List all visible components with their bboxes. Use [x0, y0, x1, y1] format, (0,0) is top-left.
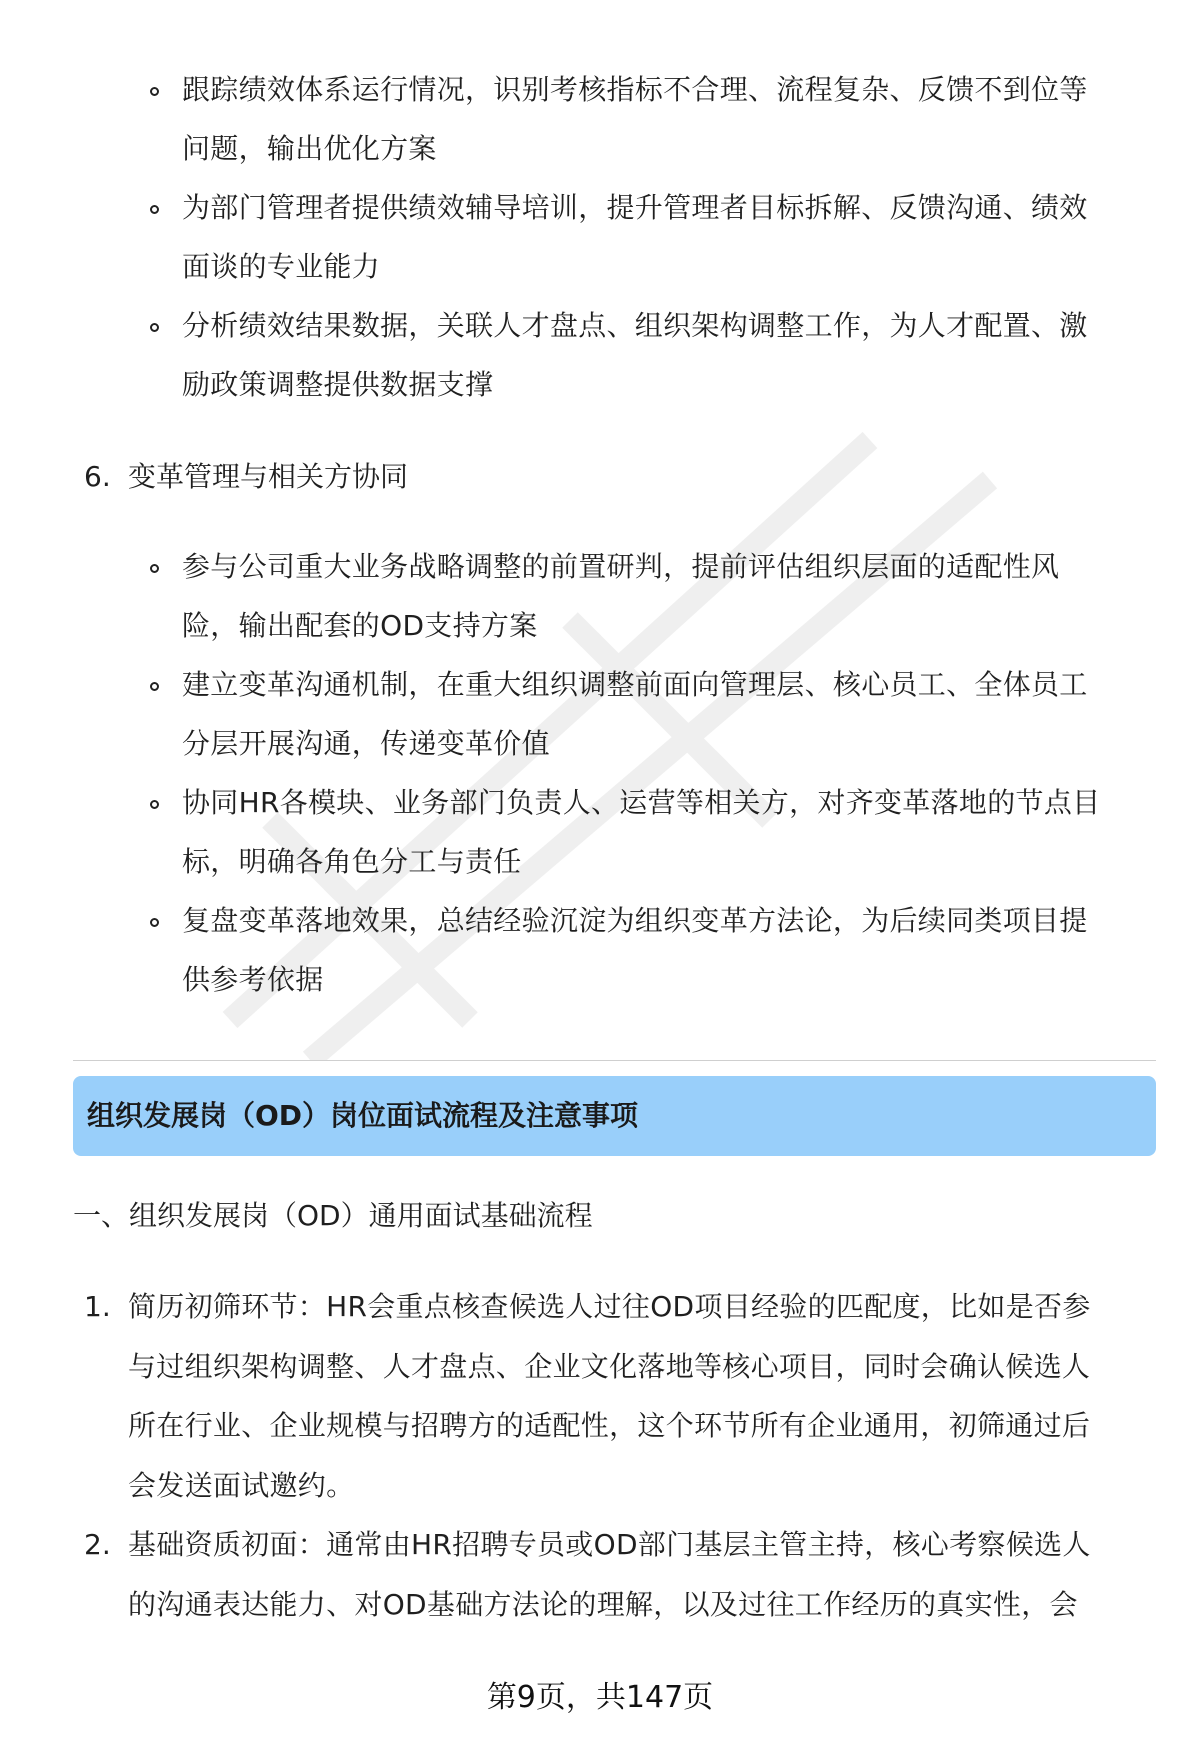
bullet-text: 复盘变革落地效果，总结经验沉淀为组织变革方法论，为后续同类项目提 供参考依据 [182, 904, 1088, 996]
list-item [150, 773, 1150, 891]
banner-title: 组织发展岗（OD）岗位面试流程及注意事项 [87, 1099, 639, 1132]
bullet-icon [150, 323, 159, 332]
item-number: 2. [84, 1528, 111, 1561]
bullet-icon [150, 800, 159, 809]
bullet-icon [150, 87, 159, 96]
bullet-text: 协同HR各模块、业务部门负责人、运营等相关方，对齐变革落地的节点目 标，明确各角色分工与责任 [182, 786, 1101, 878]
list-item [150, 891, 1150, 1009]
subheading: 一、组织发展岗（OD）通用面试基础流程 [73, 1199, 593, 1232]
section-heading [84, 447, 408, 506]
bullet-icon [150, 205, 159, 214]
item-number: 1. [84, 1290, 111, 1323]
bullet-icon [150, 564, 159, 573]
bullet-text: 建立变革沟通机制，在重大组织调整前面向管理层、核心员工、全体员工 分层开展沟通，传递变革价值 [182, 668, 1088, 760]
section-number: 6. [84, 460, 111, 493]
bullet-text: 参与公司重大业务战略调整的前置研判，提前评估组织层面的适配性风 险，输出配套的OD支持方案 [182, 550, 1060, 642]
list-item [150, 60, 1150, 178]
bullet-text: 分析绩效结果数据，关联人才盘点、组织架构调整工作，为人才配置、激 励政策调整提供数据支撑 [182, 309, 1088, 401]
list-item [150, 655, 1150, 773]
section-banner [73, 1076, 1156, 1156]
list-item [150, 178, 1150, 296]
list-item [150, 296, 1150, 414]
page-footer: 第9页，共147页 [486, 1680, 714, 1715]
numbered-item [84, 1515, 1164, 1634]
item-text: 简历初筛环节：HR会重点核查候选人过往OD项目经验的匹配度，比如是否参 与过组织架构调整、人才盘点、企业文化落地等核心项目，同时会确认候选人 所在行业、企业规模与招聘方的适配性，这个环节所有企业通用，初筛通过后 会发送面试邀约。 [128, 1290, 1091, 1502]
bullet-icon [150, 918, 159, 927]
numbered-item [84, 1277, 1164, 1515]
item-text: 基础资质初面：通常由HR招聘专员或OD部门基层主管主持，核心考察候选人 的沟通表达能力、对OD基础方法论的理解，以及过往工作经历的真实性，会 [128, 1528, 1091, 1621]
bullet-text: 为部门管理者提供绩效辅导培训，提升管理者目标拆解、反馈沟通、绩效 面谈的专业能力 [182, 191, 1088, 283]
bullet-text: 跟踪绩效体系运行情况，识别考核指标不合理、流程复杂、反馈不到位等 问题，输出优化方案 [182, 73, 1088, 165]
section-title: 变革管理与相关方协同 [128, 460, 409, 493]
divider [73, 1060, 1156, 1061]
list-item [150, 537, 1150, 655]
bullet-icon [150, 682, 159, 691]
